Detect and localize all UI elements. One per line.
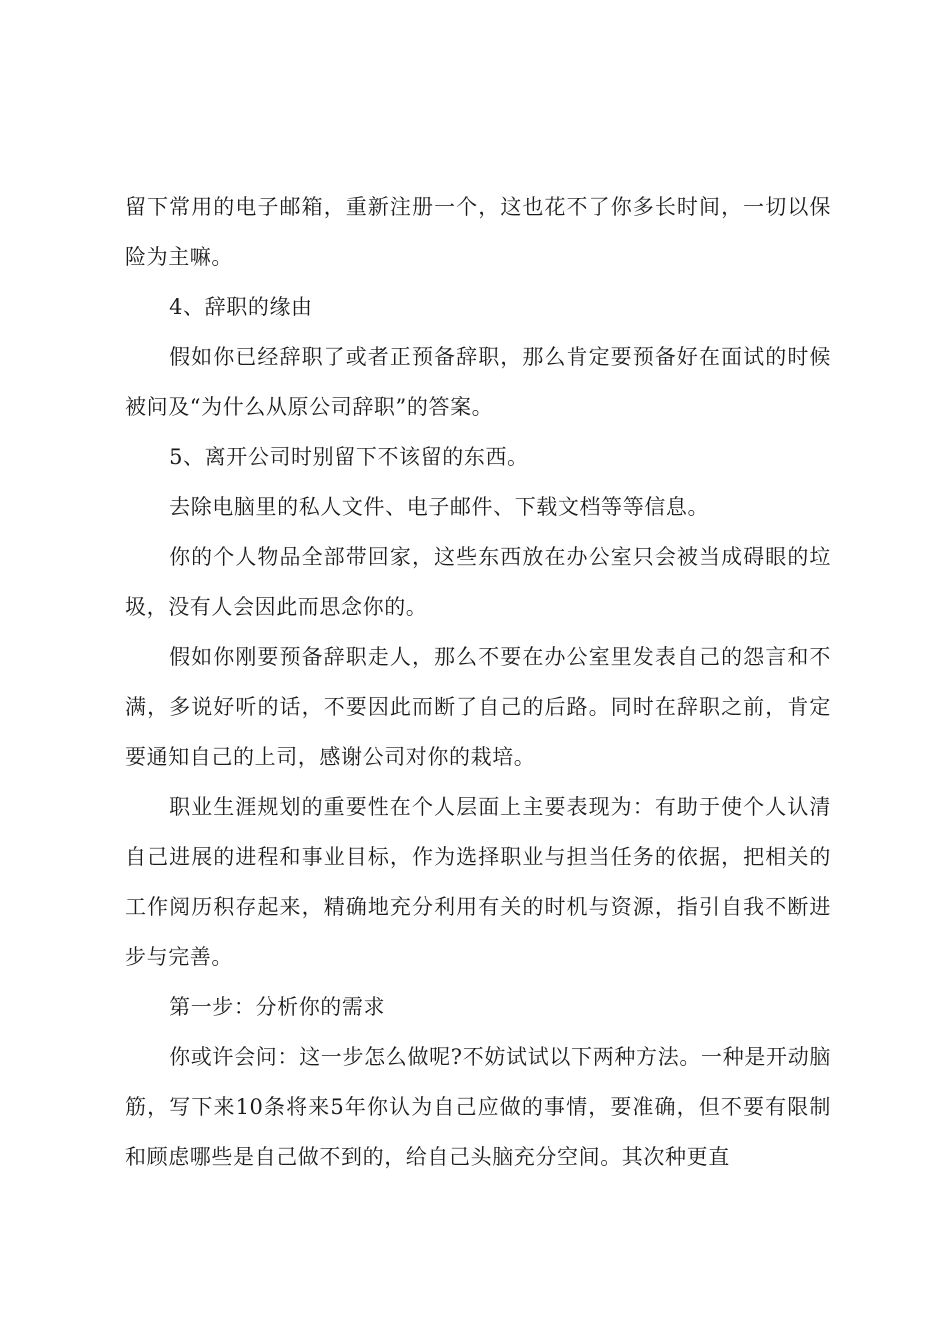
heading-step-one: 第一步：分析你的需求 bbox=[169, 995, 386, 1019]
paragraph-no-complaints: 假如你刚要预备辞职走人，那么不要在办公室里发表自己的怨言和不满，多说好听的话，不要因此而断了自己的后路。同时在辞职之前，肯定要通知自己的上司，感谢公司对你的栽培。 bbox=[125, 645, 831, 769]
heading-leave-nothing-behind: 5、离开公司时别留下不该留的东西。 bbox=[169, 445, 529, 469]
paragraph-personal-items: 你的个人物品全部带回家，这些东西放在办公室只会被当成碍眼的垃圾，没有人会因此而思念你的。 bbox=[125, 545, 831, 619]
paragraph-clear-computer: 去除电脑里的私人文件、电子邮件、下载文档等等信息。 bbox=[169, 495, 710, 519]
document-body bbox=[125, 182, 831, 1182]
heading-resignation-reason: 4、辞职的缘由 bbox=[169, 295, 313, 319]
paragraph-interview-answer: 假如你已经辞职了或者正预备辞职，那么肯定要预备好在面试的时候被问及“为什么从原公司辞职”的答案。 bbox=[125, 345, 831, 419]
paragraph-career-planning-importance: 职业生涯规划的重要性在个人层面上主要表现为：有助于使个人认清自己进展的进程和事业目标，作为选择职业与担当任务的依据，把相关的工作阅历积存起来，精确地充分利用有关的时机与资源，指引自我不断进步与完善。 bbox=[125, 795, 831, 969]
paragraph-analyze-needs: 你或许会问：这一步怎么做呢?不妨试试以下两种方法。一种是开动脑筋，写下来10条将来5年你认为自己应做的事情，要准确，但不要有限制和顾虑哪些是自己做不到的，给自己头脑充分空间。其次种更直 bbox=[125, 1045, 831, 1169]
paragraph-email-advice: 留下常用的电子邮箱，重新注册一个，这也花不了你多长时间，一切以保险为主嘛。 bbox=[125, 195, 831, 269]
